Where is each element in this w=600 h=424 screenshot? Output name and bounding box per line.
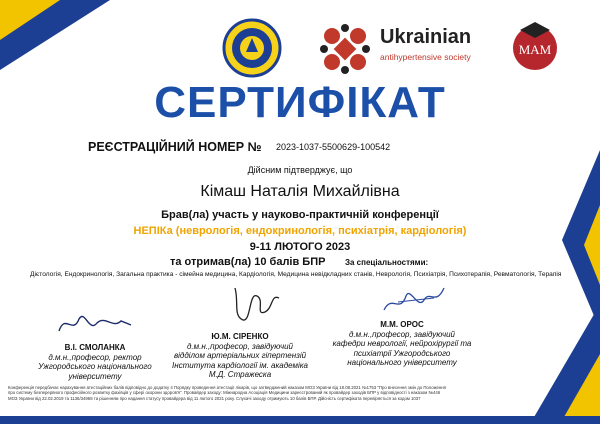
signature-1 [55,305,135,341]
registration-number: 2023-1037-5500629-100542 [276,142,391,152]
university-seal-logo [222,18,282,78]
signatory-sirenko [165,332,315,380]
signatory-title-line: д.м.н.,професор, ректор [48,352,142,362]
society-subtitle: antihypertensive society [380,52,471,62]
certificate-title: СЕРТИФІКАТ [154,78,446,127]
points-text: та отримав(ла) 10 балів БПР [170,256,326,268]
signatory-name: В.І. СМОЛАНКА [64,343,126,352]
signatory-name: М.М. ОРОС [380,320,424,329]
signatory-title-line: Ужгородського національного [38,362,152,371]
footer-legal-text: Конференція передбачає нарахування атестаційних балів відповідно до додатку 4 Порядку проведення атестації лікарів, що затверджений наказом МОЗ України від 18.08.2021 №1753 "Про внесення змін до Положення про систему безперервного професійного розвитку фахівців у сфері охорони здоров'я". Провайдер заходу: Міжнародна Асоціація Медицини зареєстрований як провайдер заходів БПР у відповідності з наказом №446 МОЗ України від 22.02.2019 та 1136/34968 та рішенням про надання статусу провайдера від 11 лютого 2021 року. Слухачі заходу отримують 10 балів БПР. Дійсність сертифіката перевіряється за кодом 1037 [8,385,446,401]
signature-3 [378,280,448,318]
signatory-title-line: кафедри неврології, нейрохірургії та [332,339,472,348]
signatory-title-line: психіатрії Ужгородського [353,348,451,358]
signatory-oros [322,320,482,368]
frame-accent-top-left [0,0,60,40]
mam-logo-text: MAM [518,42,552,57]
frame-accent-bottom-right [560,354,600,424]
signatory-title-line: д.м.н.,професор, завідуючий [186,341,294,351]
society-name: Ukrainian [380,26,472,48]
signature-2 [225,282,285,326]
registration-label: РЕЄСТРАЦІЙНИЙ НОМЕР № [88,140,262,154]
specialties-list: Дієтологія, Ендокринологія, Загальна практика - сімейна медицина, Кардіологія, Медицина невідкладних станів, Неврологія, Психіатрія, Психотерапія, Ревматологія, Терапія [30,271,562,278]
conference-dates: 9-11 ЛЮТОГО 2023 [249,241,351,253]
signatory-title-line: д.м.н.,професор, завідуючий [348,329,456,339]
signatory-smolanka [20,343,170,381]
signatory-title-line: відділом артеріальних гіпертензій [173,351,307,360]
signatory-name: Ю.М. СІРЕНКО [211,332,269,341]
mam-logo [508,18,562,72]
confirm-text: Дійсним підтверджує, що [247,165,353,175]
society-cross-logo [318,22,372,76]
signatory-title-line: університету [68,371,122,381]
signatory-title-line: національного університету [347,358,457,367]
specialties-label: За спеціальностями: [345,258,429,267]
frame-band-bottom [0,416,600,424]
conference-name: НЕПІКа (неврологія, ендокринологія, психіатрія, кардіологія) [133,225,467,237]
participation-text: Брав(ла) участь у науково-практичній конференції [161,209,439,221]
signatory-title-line: М.Д. Стражеска [208,370,272,379]
recipient-name: Кімаш Наталія Михайлівна [200,183,400,200]
signatory-title-line: Інститута кардіології ім. академіка [172,360,308,370]
